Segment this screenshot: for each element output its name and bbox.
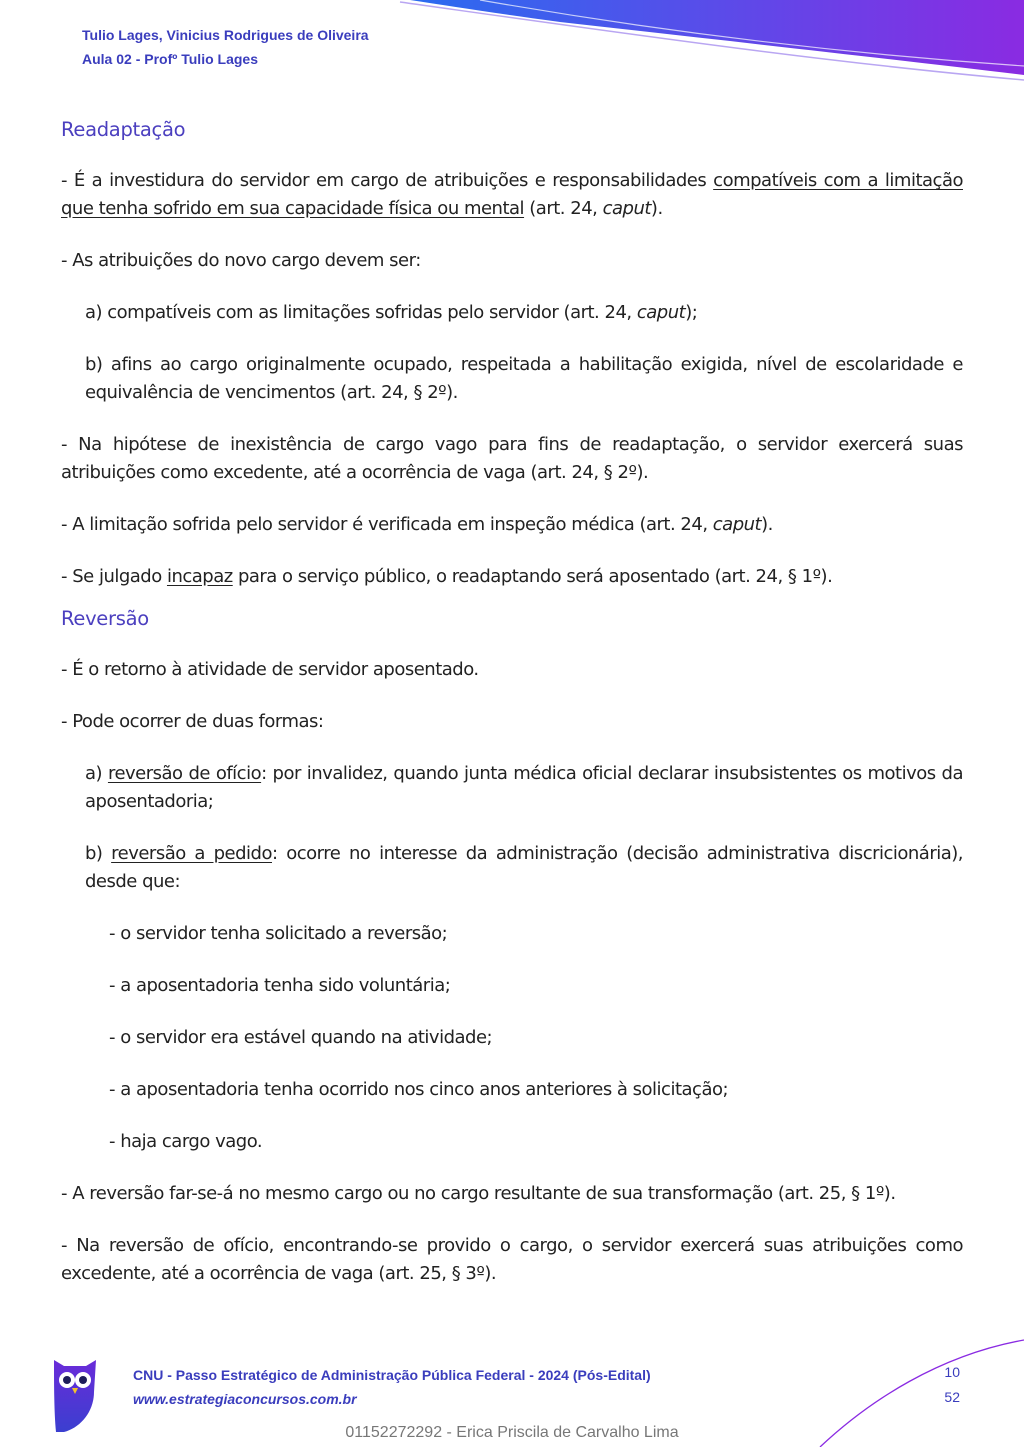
paragraph: - Se julgado incapaz para o serviço público, o readaptando será aposentado (art. 24, § 1º). [61, 566, 833, 587]
paragraph: - Pode ocorrer de duas formas: [61, 711, 324, 732]
paragraph: - Na hipótese de inexistência de cargo vago para fins de readaptação, o servidor exercerá suas atribuições como excedente, até a ocorrência de vaga (art. 24, § 2º). [61, 434, 963, 483]
list-item: b) reversão a pedido: ocorre no interesse da administração (decisão administrativa discricionária), desde que: [85, 843, 964, 892]
owl-icon [50, 1352, 100, 1432]
list-item: - o servidor era estável quando na atividade; [109, 1027, 493, 1048]
footer-course-title: CNU - Passo Estratégico de Administração Pública Federal - 2024 (Pós-Edital) [133, 1367, 651, 1383]
list-item: a) compatíveis com as limitações sofridas pelo servidor (art. 24, caput); [85, 302, 698, 323]
paragraph: - A reversão far-se-á no mesmo cargo ou no cargo resultante de sua transformação (art. 25, § 1º). [61, 1183, 896, 1204]
page-total: 52 [944, 1389, 960, 1405]
list-item: - a aposentadoria tenha ocorrido nos cinco anos anteriores à solicitação; [109, 1079, 729, 1100]
section-title-reversao: Reversão [61, 607, 149, 630]
paragraph: - As atribuições do novo cargo devem ser: [61, 250, 421, 271]
list-item: - o servidor tenha solicitado a reversão; [109, 923, 448, 944]
footer-website-link[interactable]: www.estrategiaconcursos.com.br [133, 1391, 357, 1407]
header-swoosh-decoration [0, 0, 1024, 90]
page-number: 10 [944, 1364, 960, 1380]
main-content [61, 118, 963, 1312]
list-item: - haja cargo vago. [109, 1131, 263, 1152]
list-item: b) afins ao cargo originalmente ocupado, respeitada a habilitação exigida, nível de escolaridade e equivalência de vencimentos (art. 24, § 2º). [85, 354, 963, 403]
list-item: - a aposentadoria tenha sido voluntária; [109, 975, 451, 996]
paragraph: - É o retorno à atividade de servidor aposentado. [61, 659, 479, 680]
watermark-owner: 01152272292 - Erica Priscila de Carvalho Lima [345, 1424, 679, 1441]
paragraph: - É a investidura do servidor em cargo de atribuições e responsabilidades compatíveis com a limitação que tenha sofrido em sua capacidade física ou mental (art. 24, caput). [61, 170, 963, 219]
header-class: Aula 02 - Profº Tulio Lages [82, 51, 258, 67]
paragraph: - Na reversão de ofício, encontrando-se provido o cargo, o servidor exercerá suas atribuições como excedente, até a ocorrência de vaga (art. 25, § 3º). [61, 1235, 963, 1284]
section-title-readaptacao: Readaptação [61, 118, 186, 141]
paragraph: - A limitação sofrida pelo servidor é verificada em inspeção médica (art. 24, caput). [61, 514, 773, 535]
list-item: a) reversão de ofício: por invalidez, quando junta médica oficial declarar insubsistentes os motivos da aposentadoria; [85, 763, 963, 812]
header-authors: Tulio Lages, Vinicius Rodrigues de Oliveira [82, 27, 369, 43]
